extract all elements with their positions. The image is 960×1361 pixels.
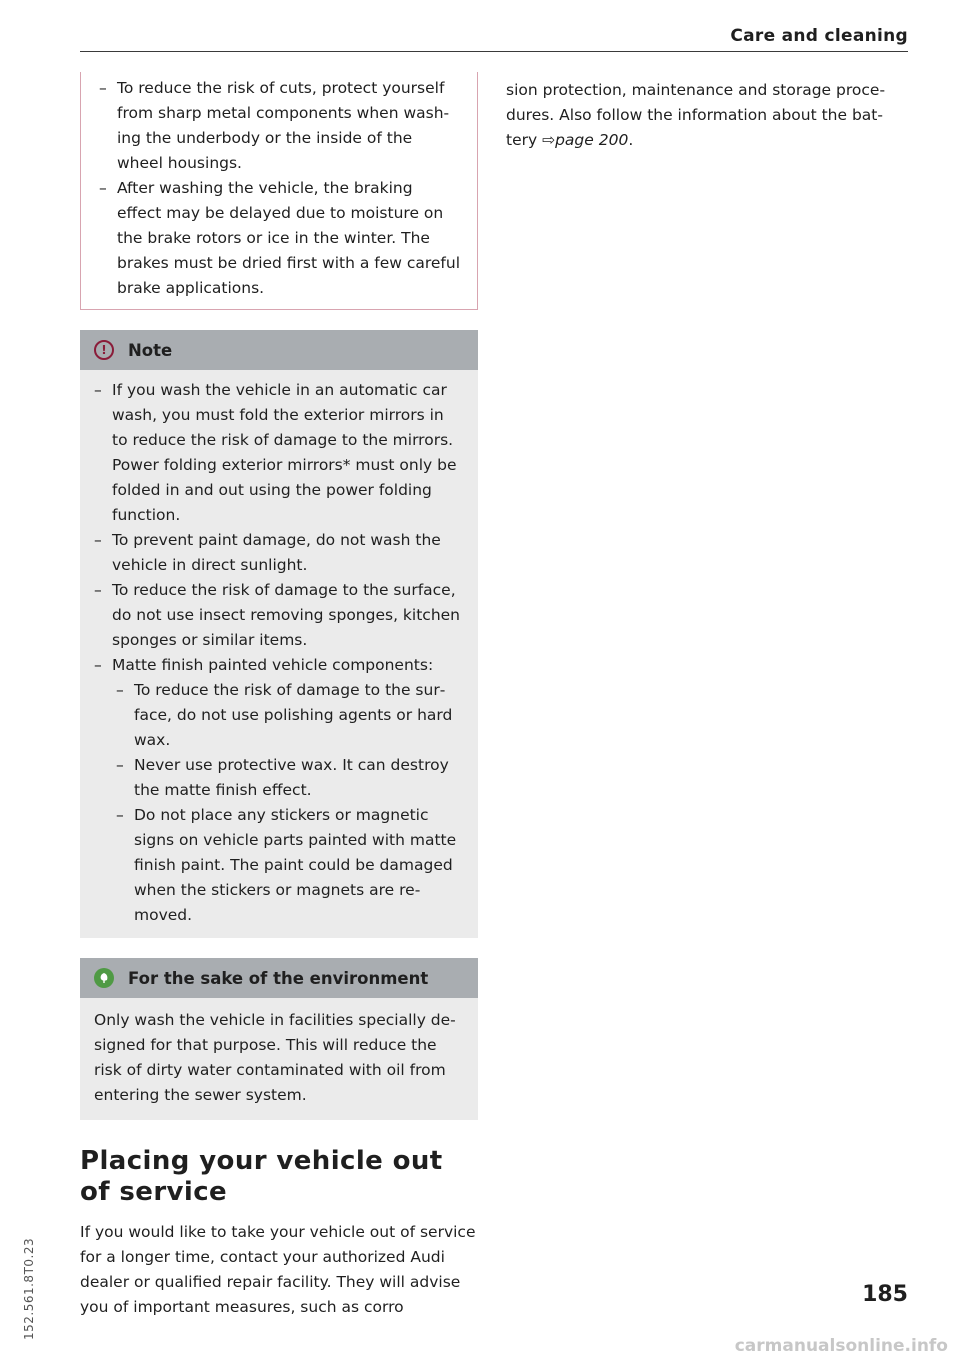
arrow-icon: ⇨	[542, 131, 556, 149]
section-paragraph-right	[506, 78, 906, 153]
environment-text: Only wash the vehicle in facilities specially designed for that purpose. This will reduce the risk of dirty water contaminated with oil from entering the sewer system.	[94, 1011, 456, 1104]
document-code: 152.561.8T0.23	[22, 1237, 36, 1340]
exclamation-circle-icon	[94, 340, 114, 360]
note-item	[90, 653, 464, 928]
note-subitem: – Do not place any stickers or magnetic signs on vehicle parts painted with matte finish paint. The paint could be damaged when the stickers or magnets are removed.	[112, 803, 464, 928]
environment-body	[80, 998, 478, 1120]
environment-title: For the sake of the environment	[128, 968, 429, 988]
leaf-circle-icon	[94, 968, 114, 988]
watermark: carmanualsonline.info	[734, 1336, 948, 1356]
warning-box-continued	[80, 72, 478, 310]
warning-list	[95, 76, 461, 301]
note-item-text: Matte finish painted vehicle components:	[112, 656, 434, 674]
note-body	[80, 370, 478, 938]
section-title: Placing your vehicle out of service	[80, 1146, 443, 1207]
note-item: – If you wash the vehicle in an automatic car wash, you must fold the exterior mirrors in to reduce the risk of damage to the mirrors. Power folding exterior mirrors* must only be folded in and out using the power folding function.	[90, 378, 464, 528]
note-item: – To prevent paint damage, do not wash the vehicle in direct sunlight.	[90, 528, 464, 578]
leaf-glyph	[98, 972, 110, 984]
warning-item: – After washing the vehicle, the braking effect may be delayed due to moisture on the brake rotors or ice in the winter. The brakes must be dried first with a few careful brake applications.	[95, 176, 461, 301]
note-subitem: – Never use protective wax. It can destroy the matte finish effect.	[112, 753, 464, 803]
environment-header	[80, 958, 478, 998]
paragraph-end: .	[628, 131, 634, 149]
note-subitem: – To reduce the risk of damage to the surface, do not use polishing agents or hard wax.	[112, 678, 464, 753]
section-header: Care and cleaning	[730, 26, 908, 46]
section-paragraph-left: If you would like to take your vehicle out of service for a longer time, contact your authorized Audi dealer or qualified repair facility. They will advise you of important measures, such as corro	[80, 1223, 476, 1316]
note-list	[90, 378, 464, 928]
note-sublist	[112, 678, 464, 928]
left-column	[80, 72, 478, 1320]
page-reference-link[interactable]: page 200	[555, 131, 629, 149]
page-number: 185	[862, 1282, 908, 1307]
header-rule	[80, 51, 908, 52]
note-title: Note	[128, 340, 173, 360]
note-item: – To reduce the risk of damage to the surface, do not use insect removing sponges, kitchen sponges or similar items.	[90, 578, 464, 653]
note-header	[80, 330, 478, 370]
right-column	[506, 78, 906, 153]
exclamation-glyph: !	[101, 343, 107, 357]
paragraph-text: sion protection, maintenance and storage procedures. Also follow the information about the battery	[506, 81, 886, 149]
warning-item: – To reduce the risk of cuts, protect yourself from sharp metal components when washing the underbody or the inside of the wheel housings.	[95, 76, 461, 176]
